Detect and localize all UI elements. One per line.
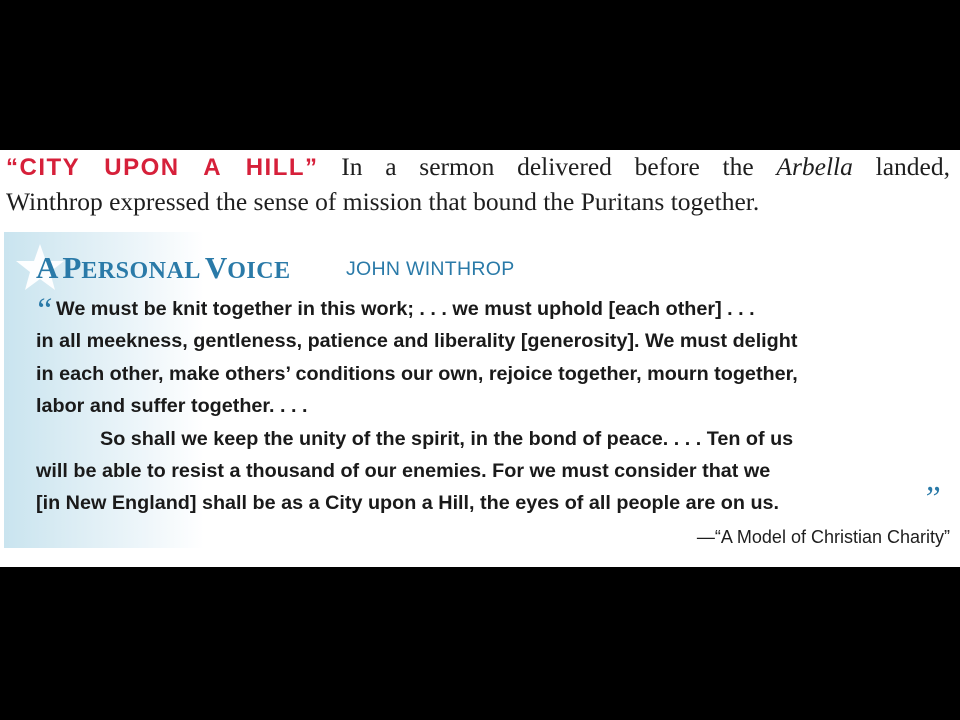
quote-source: —“A Model of Christian Charity” [696, 527, 950, 547]
intro-line-2: Winthrop expressed the sense of mission that bound the Puritans together. [6, 187, 760, 216]
quote-line: will be able to resist a thousand of our enemies. For we must consider that we [36, 460, 771, 483]
author-name: JOHN WINTHROP [346, 258, 515, 280]
personal-voice-box [4, 232, 960, 548]
intro-text-before-ship: In a sermon delivered before the [318, 152, 777, 181]
quote-line: in all meekness, gentleness, patience and liberality [generosity]. We must delight [36, 330, 798, 353]
quote-line: in each other, make others’ conditions our own, rejoice together, mourn together, [36, 362, 798, 385]
quotation [36, 293, 946, 520]
title-letter-v: V [204, 250, 228, 285]
quote-line: [in New England] shall be as a City upon a Hill, the eyes of all people are on us. [36, 492, 780, 515]
title-letter-a: A [36, 250, 59, 285]
textbook-page [0, 150, 960, 567]
close-quote-mark: ” [922, 480, 941, 517]
section-heading: “CITY UPON A HILL” [6, 154, 319, 181]
title-letter-p: P [62, 250, 82, 285]
intro-text-after-ship: landed, [852, 152, 950, 181]
intro-line-1 [6, 150, 950, 185]
title-oice: OICE [227, 258, 291, 284]
intro-paragraph [6, 150, 950, 219]
quote-line: labor and suffer together. . . . [36, 395, 308, 418]
open-quote-mark: “ [34, 292, 53, 329]
quote-line: We must be knit together in this work; . . . we must uphold [each other] . . . [56, 298, 755, 320]
quote-line: So shall we keep the unity of the spirit, in the bond of peace. . . . Ten of us [100, 427, 794, 450]
title-ersonal: ERSONAL [81, 258, 201, 284]
ship-name: Arbella [776, 152, 853, 181]
personal-voice-title [36, 250, 291, 286]
